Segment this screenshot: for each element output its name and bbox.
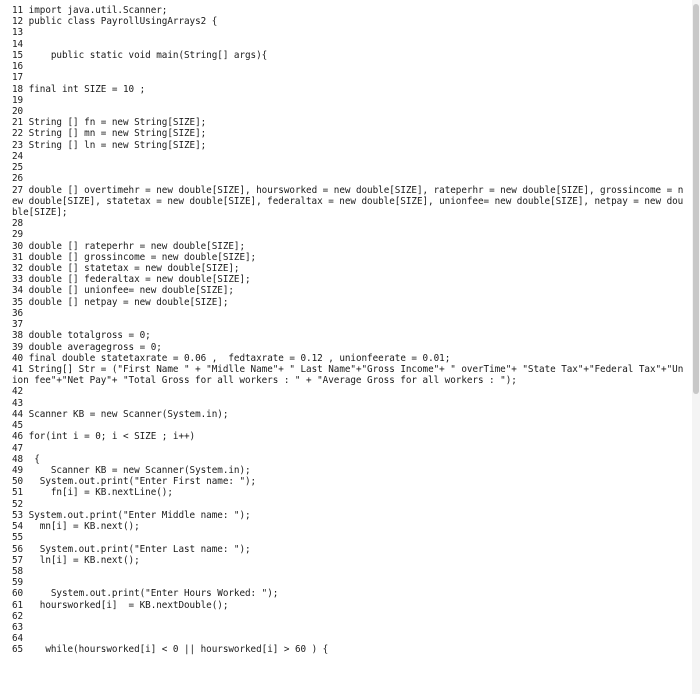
line-number: 13	[12, 27, 24, 39]
code-line	[12, 566, 684, 577]
line-number: 25	[12, 162, 24, 174]
code-line	[12, 263, 684, 274]
code-text: public class PayrollUsingArrays2 {	[28, 16, 218, 28]
line-number: 20	[12, 105, 24, 117]
code-text: String[] Str = ("First Name " + "Midlle Name"+ " Last Name"+"Gross Income"+ " overTime"+ "State Tax"+"Federal Tax"+"Union fee"+"Net Pay"+ "Total Gross for all workers : " + "Average Gross for all workers : ");	[12, 364, 684, 387]
line-number: 60	[12, 588, 24, 600]
code-line	[12, 364, 684, 386]
line-number: 49	[12, 464, 24, 476]
line-number: 41	[12, 364, 24, 375]
code-line	[12, 95, 684, 106]
code-line	[12, 106, 684, 117]
line-number: 17	[12, 72, 24, 84]
code-line	[12, 521, 684, 532]
code-text: fn[i] = KB.nextLine();	[28, 487, 173, 499]
code-line	[12, 409, 684, 420]
line-number: 65	[12, 644, 24, 656]
line-number: 28	[12, 218, 24, 230]
code-line	[12, 588, 684, 599]
line-number: 34	[12, 285, 24, 297]
code-line	[12, 633, 684, 644]
code-text: ln[i] = KB.next();	[28, 554, 140, 566]
line-number: 61	[12, 599, 24, 611]
code-line	[12, 532, 684, 543]
line-number: 19	[12, 94, 24, 106]
line-number: 31	[12, 251, 24, 263]
code-line	[12, 622, 684, 633]
code-text: final int SIZE = 10 ;	[28, 83, 146, 95]
line-number: 12	[12, 16, 24, 28]
line-number: 40	[12, 352, 24, 364]
line-number: 22	[12, 128, 24, 140]
code-line	[12, 308, 684, 319]
code-line	[12, 252, 684, 263]
line-number: 62	[12, 610, 24, 622]
code-line	[12, 555, 684, 566]
line-number: 37	[12, 319, 24, 331]
code-line	[12, 27, 684, 38]
code-line	[12, 544, 684, 555]
line-number: 63	[12, 622, 24, 634]
code-text: String [] mn = new String[SIZE];	[28, 128, 207, 140]
line-number: 42	[12, 386, 24, 398]
code-line	[12, 274, 684, 285]
code-text: String [] ln = new String[SIZE];	[28, 139, 207, 151]
line-number: 18	[12, 83, 24, 95]
line-number: 53	[12, 509, 24, 521]
code-text: double totalgross = 0;	[28, 330, 151, 342]
line-number: 52	[12, 498, 24, 510]
code-text: System.out.print("Enter Last name: ");	[28, 543, 251, 555]
code-line	[12, 5, 684, 16]
code-text: String [] fn = new String[SIZE];	[28, 117, 207, 129]
line-number: 56	[12, 543, 24, 555]
line-number: 38	[12, 330, 24, 342]
code-line	[12, 443, 684, 454]
code-line	[12, 84, 684, 95]
line-number: 46	[12, 431, 24, 443]
code-text: mn[i] = KB.next();	[28, 521, 140, 533]
line-number: 48	[12, 453, 24, 465]
code-line	[12, 330, 684, 341]
code-line	[12, 353, 684, 364]
line-number: 30	[12, 240, 24, 252]
line-number: 44	[12, 408, 24, 420]
line-number: 15	[12, 49, 24, 61]
line-number: 11	[12, 5, 24, 16]
line-number: 45	[12, 420, 24, 432]
code-line	[12, 297, 684, 308]
code-line	[12, 398, 684, 409]
code-line	[12, 117, 684, 128]
code-text: double [] unionfee= new double[SIZE];	[28, 285, 234, 297]
line-number: 21	[12, 117, 24, 129]
line-number: 16	[12, 61, 24, 73]
line-number: 57	[12, 554, 24, 566]
code-text: final double statetaxrate = 0.06 , fedtaxrate = 0.12 , unionfeerate = 0.01;	[28, 352, 451, 364]
code-line	[12, 128, 684, 139]
code-text: public static void main(String[] args){	[28, 49, 268, 61]
code-line	[12, 510, 684, 521]
line-number: 32	[12, 263, 24, 275]
code-line	[12, 431, 684, 442]
line-number: 50	[12, 476, 24, 488]
line-number: 36	[12, 307, 24, 319]
code-listing	[12, 5, 684, 656]
line-number: 58	[12, 565, 24, 577]
code-text: double [] federaltax = new double[SIZE];	[28, 274, 251, 286]
code-line	[12, 140, 684, 151]
code-text: import java.util.Scanner;	[28, 5, 168, 16]
code-line	[12, 476, 684, 487]
line-number: 14	[12, 38, 24, 50]
scrollbar-track[interactable]	[692, 0, 700, 694]
scrollbar-thumb[interactable]	[693, 4, 699, 394]
code-line	[12, 454, 684, 465]
code-text: double averagegross = 0;	[28, 341, 162, 353]
line-number: 43	[12, 397, 24, 409]
line-number: 64	[12, 633, 24, 645]
line-number: 35	[12, 296, 24, 308]
line-number: 33	[12, 274, 24, 286]
line-number: 59	[12, 577, 24, 589]
code-line	[12, 229, 684, 240]
code-line	[12, 162, 684, 173]
code-line	[12, 218, 684, 229]
code-line	[12, 644, 684, 655]
code-line	[12, 342, 684, 353]
line-number: 27	[12, 184, 24, 196]
code-line	[12, 50, 684, 61]
line-number: 26	[12, 173, 24, 185]
code-text: double [] rateperhr = new double[SIZE];	[28, 240, 246, 252]
code-line	[12, 39, 684, 50]
code-text: System.out.print("Enter Middle name: ");	[28, 509, 251, 521]
code-text: Scanner KB = new Scanner(System.in);	[28, 408, 229, 420]
code-line	[12, 611, 684, 622]
code-text: double [] netpay = new double[SIZE];	[28, 296, 229, 308]
line-number: 55	[12, 532, 24, 544]
line-number: 39	[12, 341, 24, 353]
code-line	[12, 285, 684, 296]
code-text: System.out.print("Enter First name: ");	[28, 476, 257, 488]
code-text: {	[28, 453, 40, 465]
line-number: 47	[12, 442, 24, 454]
code-text: hoursworked[i] = KB.nextDouble();	[28, 599, 229, 611]
code-text: System.out.print("Enter Hours Worked: ");	[28, 588, 279, 600]
code-line	[12, 600, 684, 611]
line-number: 29	[12, 229, 24, 241]
code-line	[12, 577, 684, 588]
line-number: 54	[12, 521, 24, 533]
code-line	[12, 61, 684, 72]
line-number: 51	[12, 487, 24, 499]
code-text: double [] grossincome = new double[SIZE];	[28, 251, 257, 263]
code-line	[12, 173, 684, 184]
line-number: 23	[12, 139, 24, 151]
code-text: double [] overtimehr = new double[SIZE], hoursworked = new double[SIZE], rateperhr = new double[SIZE], grossincome = new double[SIZE], statetax = new double[SIZE], federaltax = new double[SIZE], unionfee= new double[SIZE], netpay = new double[SIZE];	[12, 184, 684, 218]
code-text: Scanner KB = new Scanner(System.in);	[28, 464, 251, 476]
code-line	[12, 319, 684, 330]
code-line	[12, 487, 684, 498]
code-line	[12, 241, 684, 252]
code-text: while(hoursworked[i] < 0 || hoursworked[i] > 60 ) {	[28, 644, 329, 656]
line-number: 24	[12, 150, 24, 162]
code-line	[12, 185, 684, 219]
code-text: double [] statetax = new double[SIZE];	[28, 263, 240, 275]
code-line	[12, 499, 684, 510]
code-line	[12, 465, 684, 476]
code-line	[12, 72, 684, 83]
code-line	[12, 16, 684, 27]
code-line	[12, 420, 684, 431]
code-text: for(int i = 0; i < SIZE ; i++)	[28, 431, 196, 443]
code-line	[12, 386, 684, 397]
code-line	[12, 151, 684, 162]
